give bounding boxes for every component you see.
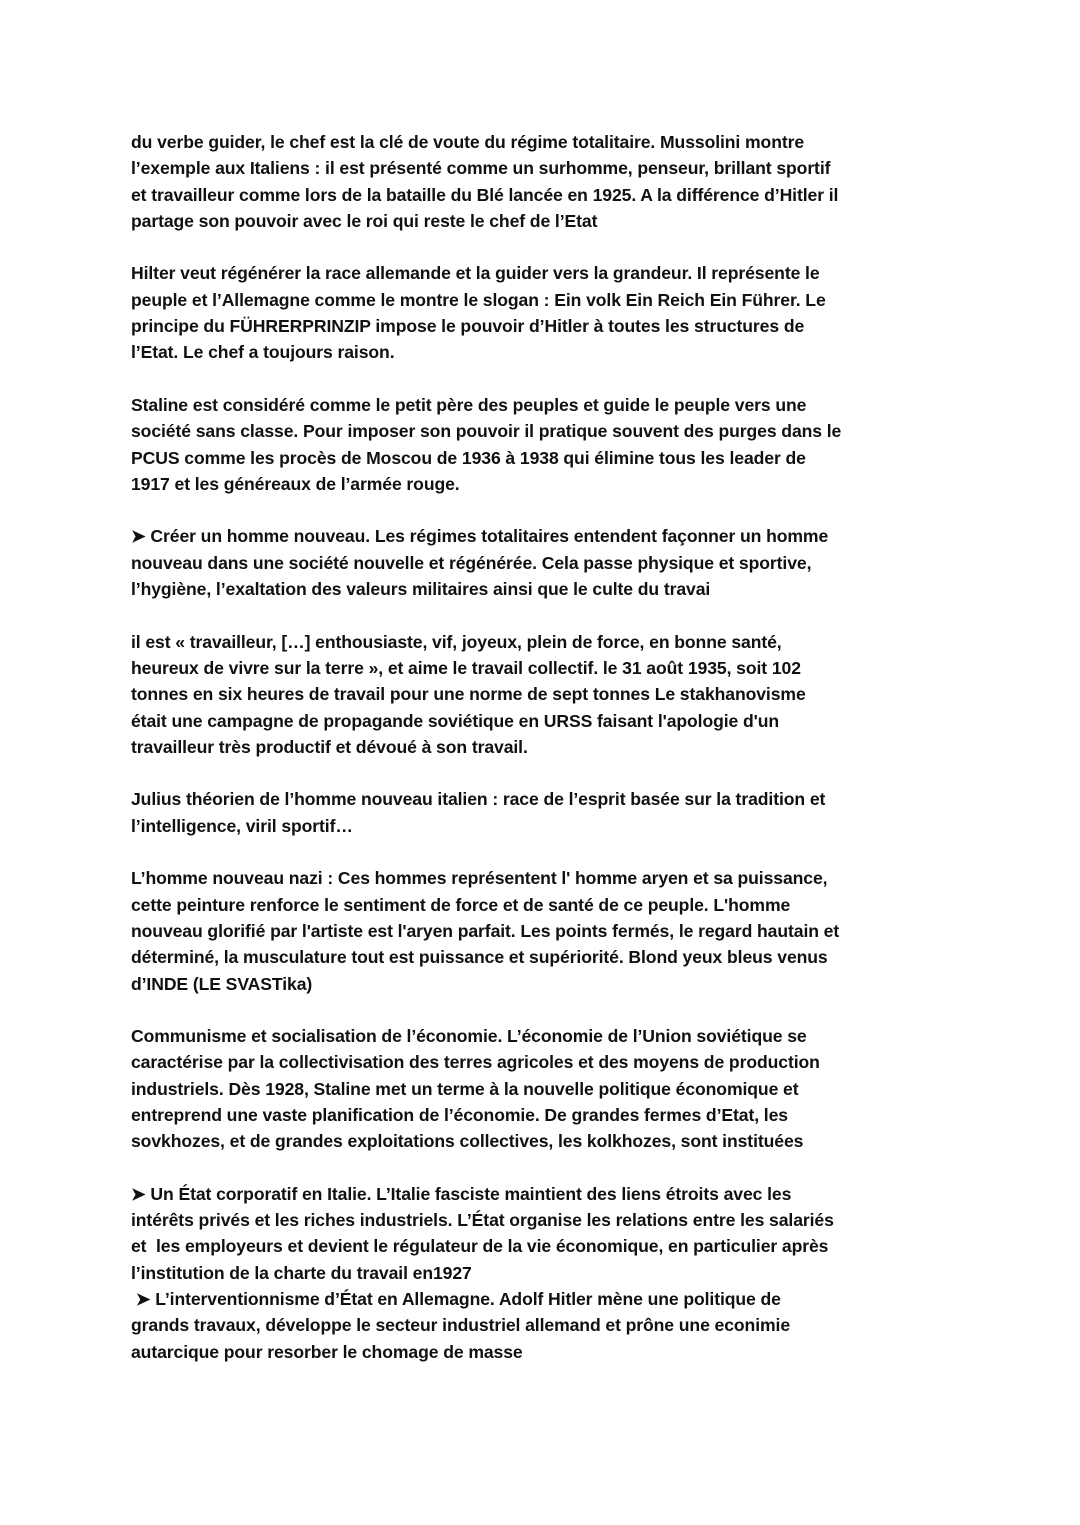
text-line: intérêts privés et les riches industriels. L’État organise les relations entre les salariés bbox=[131, 1210, 834, 1231]
text-line: Communisme et socialisation de l’économie. L’économie de l’Union soviétique se bbox=[131, 1026, 807, 1047]
text-line: l’hygiène, l’exaltation des valeurs militaires ainsi que le culte du travai bbox=[131, 579, 711, 600]
text-line: et travailleur comme lors de la bataille du Blé lancée en 1925. A la différence d’Hitler il bbox=[131, 184, 839, 205]
paragraph bbox=[131, 1181, 1031, 1365]
paragraph bbox=[131, 129, 1031, 234]
paragraph bbox=[131, 523, 1031, 602]
text-line: autarcique pour resorber le chomage de masse bbox=[131, 1341, 523, 1362]
text-line: et les employeurs et devient le régulateur de la vie économique, en particulier après bbox=[131, 1236, 829, 1257]
text-line: d’INDE (LE SVASTika) bbox=[131, 973, 313, 994]
paragraph bbox=[131, 392, 1031, 497]
text-line: principe du FÜHRERPRINZIP impose le pouvoir d’Hitler à toutes les structures de bbox=[131, 316, 805, 337]
text-line: l’Etat. Le chef a toujours raison. bbox=[131, 342, 395, 363]
paragraph bbox=[131, 629, 1031, 760]
text-line: L’homme nouveau nazi : Ces hommes représentent l' homme aryen et sa puissance, bbox=[131, 868, 828, 889]
text-line: nouveau dans une société nouvelle et régénérée. Cela passe physique et sportive, bbox=[131, 552, 812, 573]
text-line: l’institution de la charte du travail en1927 bbox=[131, 1262, 472, 1283]
text-line: Hilter veut régénérer la race allemande et la guider vers la grandeur. Il représente le bbox=[131, 263, 820, 284]
text-line: tonnes en six heures de travail pour une norme de sept tonnes Le stakhanovisme bbox=[131, 684, 806, 705]
text-line: il est « travailleur, […] enthousiaste, vif, joyeux, plein de force, en bonne santé, bbox=[131, 631, 782, 652]
text-line: peuple et l’Allemagne comme le montre le slogan : Ein volk Ein Reich Ein Führer. Le bbox=[131, 289, 826, 310]
document-page bbox=[131, 129, 1031, 1391]
text-line: industriels. Dès 1928, Staline met un terme à la nouvelle politique économique et bbox=[131, 1078, 799, 1099]
text-line: 1917 et les généreaux de l’armée rouge. bbox=[131, 473, 460, 494]
text-line: cette peinture renforce le sentiment de force et de santé de ce peuple. L'homme bbox=[131, 894, 791, 915]
text-line: heureux de vivre sur la terre », et aime le travail collectif. le 31 août 1935, soit 102 bbox=[131, 657, 801, 678]
paragraph bbox=[131, 260, 1031, 365]
text-line: l’intelligence, viril sportif… bbox=[131, 815, 353, 836]
text-line: ➤ L’interventionnisme d’État en Allemagne. Adolf Hitler mène une politique de bbox=[131, 1289, 781, 1310]
text-line: Staline est considéré comme le petit père des peuples et guide le peuple vers une bbox=[131, 394, 807, 415]
text-line: Julius théorien de l’homme nouveau italien : race de l’esprit basée sur la tradition et bbox=[131, 789, 826, 810]
text-line: entreprend une vaste planification de l’économie. De grandes fermes d’Etat, les bbox=[131, 1104, 788, 1125]
text-line: du verbe guider, le chef est la clé de voute du régime totalitaire. Mussolini montre bbox=[131, 132, 805, 152]
paragraph bbox=[131, 786, 1031, 839]
text-line: grands travaux, développe le secteur industriel allemand et prône une econimie bbox=[131, 1315, 791, 1336]
text-line: déterminé, la musculature tout est puissance et supériorité. Blond yeux bleus venus bbox=[131, 947, 828, 968]
text-line: sovkhozes, et de grandes exploitations collectives, les kolkhozes, sont instituées bbox=[131, 1131, 804, 1152]
text-line: l’exemple aux Italiens : il est présenté comme un surhomme, penseur, brillant sportif bbox=[131, 158, 831, 179]
text-line: travailleur très productif et dévoué à son travail. bbox=[131, 736, 528, 757]
text-line: société sans classe. Pour imposer son pouvoir il pratique souvent des purges dans le bbox=[131, 421, 842, 442]
text-line: caractérise par la collectivisation des terres agricoles et des moyens de production bbox=[131, 1052, 820, 1073]
text-line: PCUS comme les procès de Moscou de 1936 à 1938 qui élimine tous les leader de bbox=[131, 447, 806, 468]
text-line: nouveau glorifié par l'artiste est l'aryen parfait. Les points fermés, le regard hautain et bbox=[131, 920, 840, 941]
text-line: partage son pouvoir avec le roi qui reste le chef de l’Etat bbox=[131, 210, 598, 231]
text-line: était une campagne de propagande soviétique en URSS faisant l'apologie d'un bbox=[131, 710, 780, 731]
text-line: ➤ Un État corporatif en Italie. L’Italie fasciste maintient des liens étroits avec les bbox=[131, 1183, 792, 1204]
paragraph bbox=[131, 865, 1031, 996]
paragraph bbox=[131, 1023, 1031, 1154]
text-line: ➤ Créer un homme nouveau. Les régimes totalitaires entendent façonner un homme bbox=[131, 526, 829, 547]
